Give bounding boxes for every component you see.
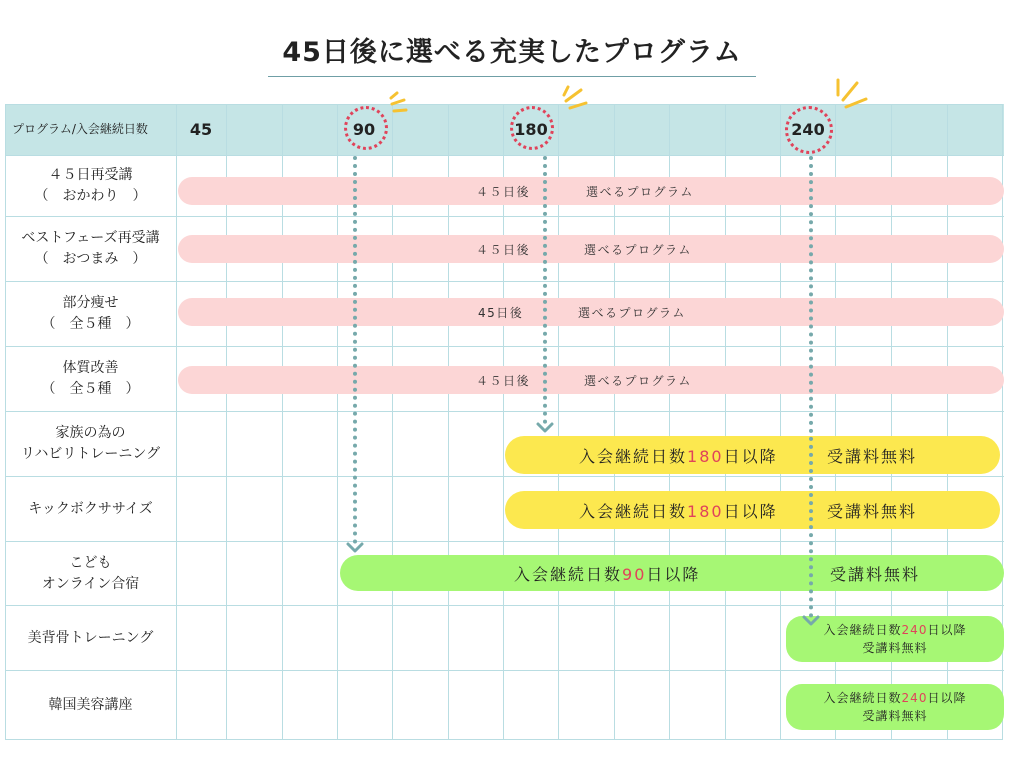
bar-pre: 入会継続日数 xyxy=(579,446,688,466)
row-label-family-rehab: 家族の為の リハビリトレーニング xyxy=(20,425,161,462)
bar-pre: 入会継続日数 xyxy=(823,623,902,637)
page-title: 45日後に選べる充実したプログラム xyxy=(282,37,742,68)
bar-text-left: ４５日後 xyxy=(476,242,531,257)
bar-days-number: 240 xyxy=(901,691,928,705)
day-90: 90 xyxy=(352,120,376,139)
bar-text-left: 45日後 xyxy=(478,305,524,320)
bar-days-number: 240 xyxy=(901,623,928,637)
row-label-spine-training: 美背骨トレーニング xyxy=(27,629,154,646)
bar-text-left: ４５日後 xyxy=(476,373,531,388)
bar-post: 日以降 xyxy=(927,623,967,637)
day-240: 240 xyxy=(791,120,825,139)
bar-text-right: 選べるプログラム xyxy=(578,305,686,320)
day-180: 180 xyxy=(514,120,548,139)
bar-text-left: ４５日後 xyxy=(476,184,531,199)
bar-free-text: 受講料無料 xyxy=(827,501,918,521)
row-label-kids-camp: こども オンライン合宿 xyxy=(41,554,140,592)
bar-text-right: 選べるプログラム xyxy=(584,373,692,388)
bar-post: 日以降 xyxy=(927,691,967,705)
bar-post: 日以降 xyxy=(646,564,701,584)
row-label-korean-beauty: 韓国美容講座 xyxy=(48,697,133,713)
bar-pre: 入会継続日数 xyxy=(823,691,902,705)
bar-free-text: 受講料無料 xyxy=(862,641,928,655)
row-label-okawari: ４５日再受講 （ おかわり ） xyxy=(34,167,147,204)
bar-post: 日以降 xyxy=(723,501,778,521)
bar-days-number: 180 xyxy=(687,446,724,466)
row-label-constitution: 体質改善 （ 全５種 ） xyxy=(41,360,140,397)
bar-pre: 入会継続日数 xyxy=(579,501,688,521)
arrow-180-head xyxy=(538,424,552,431)
bar-text-right: 選べるプログラム xyxy=(584,242,692,257)
bar-text-right: 選べるプログラム xyxy=(586,184,694,199)
arrow-240-head xyxy=(804,617,818,624)
bar-days-number: 90 xyxy=(622,564,647,584)
row-label-partial-slimming: 部分痩せ （ 全５種 ） xyxy=(41,295,140,332)
row-label-kickboxercise: キックボクササイズ xyxy=(28,500,153,517)
bar-pre: 入会継続日数 xyxy=(514,564,623,584)
row-label-otsumami: ベストフェーズ再受講 （ おつまみ ） xyxy=(21,230,160,267)
header-program-label: プログラム/入会継続日数 xyxy=(12,122,148,136)
bar-post: 日以降 xyxy=(723,446,778,466)
bar-free-text: 受講料無料 xyxy=(862,709,928,723)
arrow-90-head xyxy=(348,544,362,551)
bar-free-text: 受講料無料 xyxy=(830,564,921,584)
bar-days-number: 180 xyxy=(687,501,724,521)
day-45: 45 xyxy=(189,120,213,139)
bar-free-text: 受講料無料 xyxy=(827,446,918,466)
